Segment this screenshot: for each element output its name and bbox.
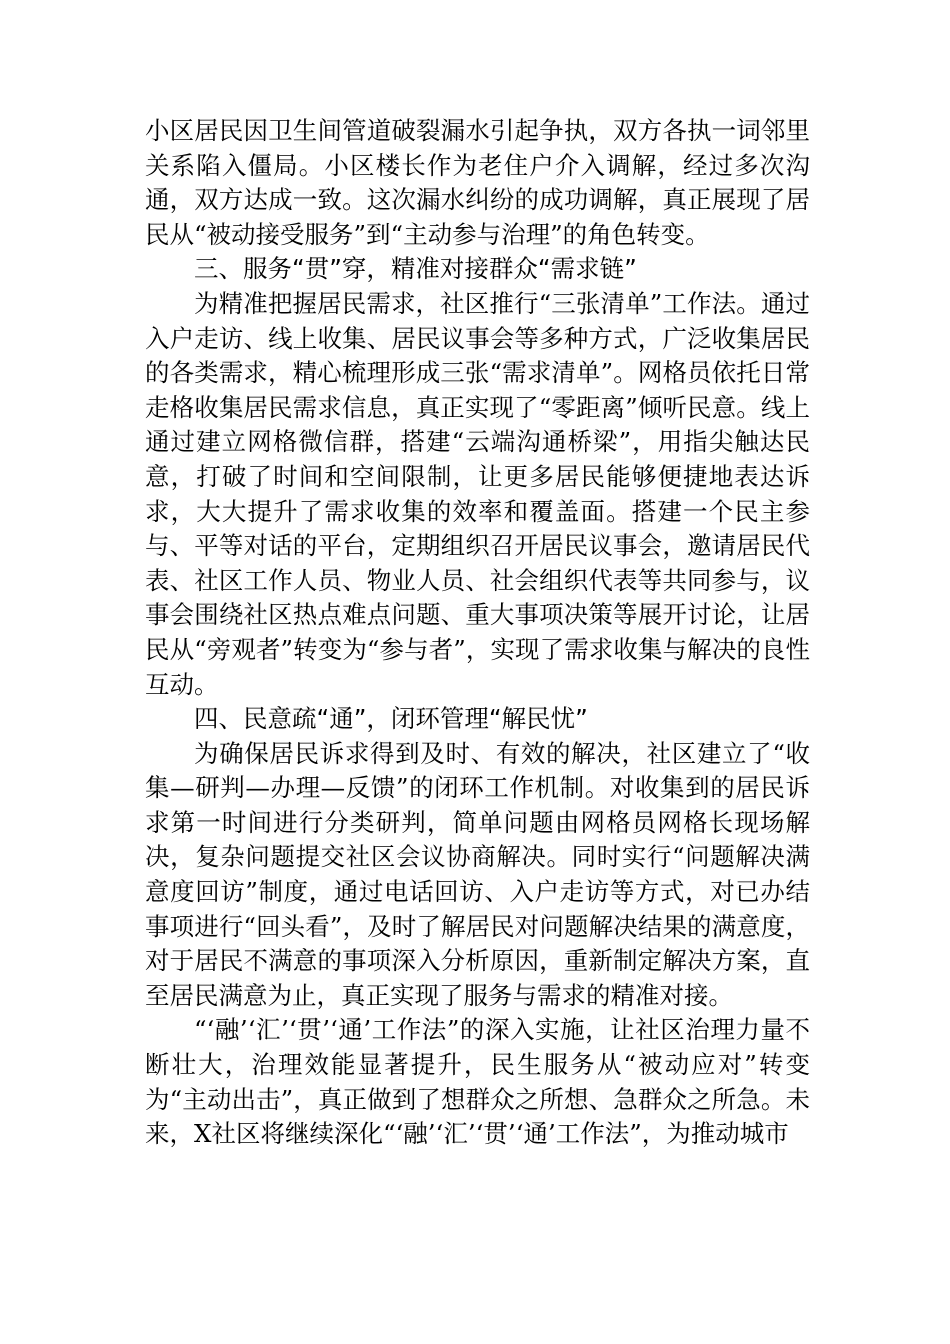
section-heading-3: 三、服务“贯”穿，精准对接群众“需求链” bbox=[194, 254, 637, 284]
document-page bbox=[145, 114, 810, 1152]
paragraph-continued: 小区居民因卫生间管道破裂漏水引起争执，双方各执一词邻里关系陷入僵局。小区楼长作为老住户介入调解，经过多次沟通，双方达成一致。这次漏水纠纷的成功调解，真正展现了居民从“被动接受服务”到“主动参与治理”的角色转变。 bbox=[145, 116, 810, 249]
paragraph-closed-loop: 为确保居民诉求得到及时、有效的解决，社区建立了“收集—研判—办理—反馈”的闭环工作机制。对收集到的居民诉求第一时间进行分类研判，简单问题由网格员网格长现场解决，复杂问题提交社区会议协商解决。同时实行“问题解决满意度回访”制度，通过电话回访、入户走访等方式，对已办结事项进行“回头看”，及时了解居民对问题解决结果的满意度，对于居民不满意的事项深入分析原因，重新制定解决方案，直至居民满意为止，真正实现了服务与需求的精准对接。 bbox=[145, 738, 810, 1010]
paragraph-conclusion: “‘融’‘汇’‘贯’‘通’工作法”的深入实施，让社区治理力量不断壮大，治理效能显著提升，民生服务从“被动应对”转变为“主动出击”，真正做到了想群众之所想、急群众之所急。未来，X社区将继续深化“‘融’‘汇’‘贯’‘通’工作法”，为推动城市 bbox=[145, 1015, 810, 1149]
section-heading-4: 四、民意疏“通”，闭环管理“解民忧” bbox=[194, 704, 588, 734]
paragraph-demand-collection: 为精准把握居民需求，社区推行“三张清单”工作法。通过入户走访、线上收集、居民议事会等多种方式，广泛收集居民的各类需求，精心梳理形成三张“需求清单”。网格员依托日常走格收集居民需求信息，真正实现了“零距离”倾听民意。线上通过建立网格微信群，搭建“云端沟通桥梁”，用指尖触达民意，打破了时间和空间限制，让更多居民能够便捷地表达诉求，大大提升了需求收集的效率和覆盖面。搭建一个民主参与、平等对话的平台，定期组织召开居民议事会，邀请居民代表、社区工作人员、物业人员、社会组织代表等共同参与，议事会围绕社区热点难点问题、重大事项决策等展开讨论，让居民从“旁观者”转变为“参与者”，实现了需求收集与解决的良性互动。 bbox=[145, 288, 810, 699]
